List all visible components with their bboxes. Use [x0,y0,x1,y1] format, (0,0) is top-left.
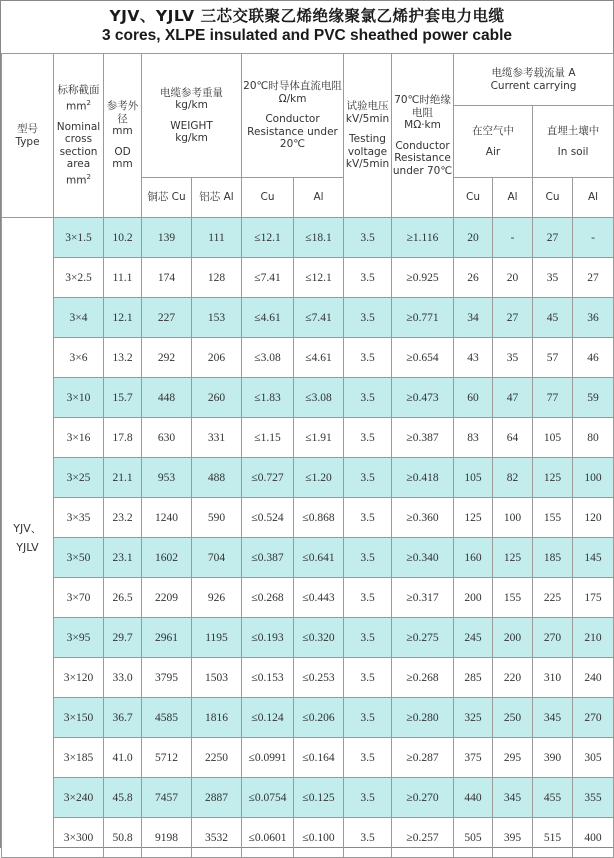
header-soil-zh: 直埋土壤中 [546,125,600,137]
cell-soil-cu: 225 [533,578,573,618]
cell-air-al: 100 [493,498,533,538]
cell-section: 3×6 [54,338,104,378]
cell-od: 15.7 [104,378,142,418]
cell-test-voltage: 3.5 [344,698,392,738]
header-res-en: Conductor Resistance under 20℃ [247,113,338,151]
header-air-al [493,178,533,218]
cell-air-al: 27 [493,298,533,338]
cell-section: 3×1.5 [54,218,104,258]
cell-test-voltage: 3.5 [344,258,392,298]
cell-test-voltage: 3.5 [344,578,392,618]
cell-soil-al: 400 [573,818,614,858]
table-row [2,418,614,458]
cell-soil-cu: 105 [533,418,573,458]
table-row [2,458,614,498]
cell-weight-al: 331 [192,418,242,458]
cell-insulation: ≥0.925 [392,258,454,298]
cell-res-al: ≤0.253 [294,658,344,698]
header-weight-en: WEIGHT [170,119,213,132]
cell-soil-al: 145 [573,538,614,578]
cell-od: 13.2 [104,338,142,378]
header-ins-en: Conductor Resistance under 70℃ [392,139,453,177]
cable-spec-table [1,53,614,858]
cell-res-al: ≤0.641 [294,538,344,578]
header-od-en-unit: mm [112,158,133,171]
cell-insulation: ≥1.116 [392,218,454,258]
cell-weight-al: 1503 [192,658,242,698]
cell-insulation: ≥0.270 [392,778,454,818]
cell-section: 3×150 [54,698,104,738]
cell-section: 3×25 [54,458,104,498]
cell-air-cu: 125 [454,498,493,538]
cell-res-al: ≤0.868 [294,498,344,538]
cell-od: 23.1 [104,538,142,578]
title-zh: YJV、YJLV 三芯交联聚乙烯绝缘聚氯乙烯护套电力电缆 [109,7,505,25]
table-row [2,738,614,778]
cell-weight-al: 488 [192,458,242,498]
cell-od: 10.2 [104,218,142,258]
cell-res-cu: ≤0.524 [242,498,294,538]
cell-soil-al: 27 [573,258,614,298]
cell-weight-cu: 5712 [142,738,192,778]
cell-soil-cu: 185 [533,538,573,578]
cell-section: 3×2.5 [54,258,104,298]
table-row [2,578,614,618]
cell-air-cu: 245 [454,618,493,658]
header-section-unit: mm [66,100,87,113]
cell-air-al: 64 [493,418,533,458]
cell-air-al: 35 [493,338,533,378]
cell-od: 21.1 [104,458,142,498]
cell-od: 23.2 [104,498,142,538]
cell-res-cu: ≤4.61 [242,298,294,338]
header-weight-al [192,178,242,218]
cell-weight-al: 3532 [192,818,242,858]
cell-res-cu: ≤0.124 [242,698,294,738]
cell-soil-al: 80 [573,418,614,458]
table-body [2,218,614,858]
cell-weight-cu: 292 [142,338,192,378]
header-type-zh: 型号 [17,123,38,135]
cell-test-voltage: 3.5 [344,658,392,698]
cell-soil-al: 120 [573,498,614,538]
cell-weight-al: 704 [192,538,242,578]
cell-insulation: ≥0.654 [392,338,454,378]
cell-soil-al: - [573,218,614,258]
header-section-en-unit: mm [66,174,87,187]
title-block [1,1,613,46]
cell-res-al: ≤0.320 [294,618,344,658]
cell-test-voltage: 3.5 [344,618,392,658]
cell-air-cu: 285 [454,658,493,698]
cell-soil-cu: 155 [533,498,573,538]
cell-weight-cu: 953 [142,458,192,498]
cell-test-voltage: 3.5 [344,218,392,258]
cell-weight-cu: 4585 [142,698,192,738]
title-en: 3 cores, XLPE insulated and PVC sheathed power cable [101,27,513,44]
cell-res-al: ≤3.08 [294,378,344,418]
cell-air-cu: 375 [454,738,493,778]
cell-weight-al: 1816 [192,698,242,738]
cell-air-al: 82 [493,458,533,498]
cell-test-voltage: 3.5 [344,458,392,498]
cell-soil-al: 36 [573,298,614,338]
cell-insulation: ≥0.387 [392,418,454,458]
cell-test-voltage: 3.5 [344,418,392,458]
cell-weight-cu: 1602 [142,538,192,578]
cell-air-al: 125 [493,538,533,578]
cell-soil-cu: 455 [533,778,573,818]
table-row [2,298,614,338]
cell-insulation: ≥0.257 [392,818,454,858]
cell-insulation: ≥0.340 [392,538,454,578]
header-res-zh: 20℃时导体直流电阻Ω/km [243,80,342,105]
cell-res-cu: ≤7.41 [242,258,294,298]
cell-od: 50.8 [104,818,142,858]
cell-weight-cu: 1240 [142,498,192,538]
cell-air-al: 250 [493,698,533,738]
header-soil-al [573,178,614,218]
cell-soil-cu: 45 [533,298,573,338]
header-current [454,54,614,106]
cell-section: 3×10 [54,378,104,418]
header-res-al [294,178,344,218]
header-air-al-label: Al [507,191,518,204]
table-row [2,618,614,658]
cell-od: 12.1 [104,298,142,338]
cell-air-al: 220 [493,658,533,698]
cell-insulation: ≥0.360 [392,498,454,538]
header-res-cu [242,178,294,218]
cell-res-al: ≤12.1 [294,258,344,298]
table-row [2,338,614,378]
header-resistance [242,54,344,178]
cell-soil-cu: 27 [533,218,573,258]
cell-soil-al: 59 [573,378,614,418]
cell-air-cu: 20 [454,218,493,258]
cell-weight-al: 153 [192,298,242,338]
type-label-line1: YJV、 [13,521,42,535]
cell-res-cu: ≤0.387 [242,538,294,578]
cell-air-al: 395 [493,818,533,858]
cell-soil-cu: 57 [533,338,573,378]
cell-od: 33.0 [104,658,142,698]
header-air-cu-label: Cu [466,191,481,204]
cell-weight-cu: 448 [142,378,192,418]
table-row [2,218,614,258]
cell-insulation: ≥0.473 [392,378,454,418]
header-ins-zh: 70℃时绝缘电阻 MΩ·km [394,94,451,131]
cell-weight-al: 590 [192,498,242,538]
cell-weight-cu: 3795 [142,658,192,698]
cell-soil-al: 355 [573,778,614,818]
cell-air-al: 47 [493,378,533,418]
cell-weight-cu: 227 [142,298,192,338]
header-test-en: Testing voltage kV/5min [345,133,390,171]
header-section: 标称截面 $mm^2$ Nominal cross section area $mm^2$ [54,54,104,218]
cell-weight-al: 2250 [192,738,242,778]
table-row [2,658,614,698]
cell-res-al: ≤0.206 [294,698,344,738]
header-od [104,54,142,218]
cell-test-voltage: 3.5 [344,538,392,578]
cell-soil-cu: 515 [533,818,573,858]
cell-section: 3×95 [54,618,104,658]
cell-res-cu: ≤1.15 [242,418,294,458]
cell-soil-cu: 125 [533,458,573,498]
header-soil-al-label: Al [587,191,599,204]
cell-res-cu: ≤0.0991 [242,738,294,778]
cell-test-voltage: 3.5 [344,338,392,378]
cell-weight-al: 128 [192,258,242,298]
cell-air-al: 20 [493,258,533,298]
cell-res-al: ≤0.100 [294,818,344,858]
cell-weight-cu: 2961 [142,618,192,658]
type-label-line2: YJLV [16,540,39,554]
cell-res-al: ≤0.164 [294,738,344,778]
cell-res-cu: ≤3.08 [242,338,294,378]
cell-od: 41.0 [104,738,142,778]
header-weight-cu [142,178,192,218]
cell-soil-cu: 35 [533,258,573,298]
header-res-cu-label: Cu [260,191,275,204]
cell-weight-al: 926 [192,578,242,618]
cell-res-al: ≤1.91 [294,418,344,458]
cell-air-al: 155 [493,578,533,618]
cell-res-al: ≤1.20 [294,458,344,498]
table-row [2,498,614,538]
table-row [2,698,614,738]
cell-res-cu: ≤0.0601 [242,818,294,858]
cell-res-cu: ≤0.153 [242,658,294,698]
header-soil-cu-label: Cu [545,191,560,204]
cell-soil-al: 240 [573,658,614,698]
cell-test-voltage: 3.5 [344,498,392,538]
header-res-al-label: Al [313,191,324,204]
cell-air-cu: 160 [454,538,493,578]
cell-weight-cu: 630 [142,418,192,458]
cell-weight-cu: 174 [142,258,192,298]
header-weight-zh: 电缆参考重量 [160,86,223,99]
cell-air-al: 345 [493,778,533,818]
header-soil [533,106,614,178]
header-air-cu [454,178,493,218]
cell-insulation: ≥0.275 [392,618,454,658]
cell-insulation: ≥0.287 [392,738,454,778]
header-soil-cu [533,178,573,218]
cell-res-cu: ≤0.0754 [242,778,294,818]
header-air-zh: 在空气中 [472,125,515,137]
cell-soil-cu: 390 [533,738,573,778]
cell-weight-al: 260 [192,378,242,418]
cell-od: 29.7 [104,618,142,658]
header-test-zh: 试验电压 kV/5min [345,100,390,125]
cell-res-cu: ≤0.193 [242,618,294,658]
cell-res-al: ≤18.1 [294,218,344,258]
cell-section: 3×16 [54,418,104,458]
cell-soil-al: 210 [573,618,614,658]
cell-soil-al: 305 [573,738,614,778]
cell-air-cu: 34 [454,298,493,338]
cell-res-cu: ≤12.1 [242,218,294,258]
cell-test-voltage: 3.5 [344,378,392,418]
header-type [2,54,54,218]
cell-weight-cu: 9198 [142,818,192,858]
cell-od: 45.8 [104,778,142,818]
cell-air-cu: 105 [454,458,493,498]
cell-insulation: ≥0.317 [392,578,454,618]
cell-section: 3×300 [54,818,104,858]
cell-weight-al: 1195 [192,618,242,658]
cell-soil-cu: 270 [533,618,573,658]
cell-insulation: ≥0.771 [392,298,454,338]
cell-res-cu: ≤0.727 [242,458,294,498]
cell-res-al: ≤4.61 [294,338,344,378]
header-section-en: Nominal cross section area [56,120,101,171]
cell-air-cu: 200 [454,578,493,618]
cell-air-cu: 505 [454,818,493,858]
cell-weight-al: 2887 [192,778,242,818]
header-weight-en-unit: kg/km [175,132,208,144]
cell-test-voltage: 3.5 [344,738,392,778]
header-air-en: Air [485,145,501,158]
cell-soil-al: 270 [573,698,614,738]
header-weight-cu-label: 铜芯 Cu [147,191,186,204]
cell-od: 11.1 [104,258,142,298]
cell-soil-al: 175 [573,578,614,618]
table-row [2,538,614,578]
cell-air-cu: 43 [454,338,493,378]
cell-air-cu: 440 [454,778,493,818]
table-row [2,778,614,818]
cell-res-al: ≤0.443 [294,578,344,618]
header-section-zh: 标称截面 [57,84,100,97]
cell-weight-cu: 2209 [142,578,192,618]
header-soil-en: In soil [557,145,589,158]
cell-air-cu: 83 [454,418,493,458]
cell-weight-cu: 139 [142,218,192,258]
table-row [2,378,614,418]
type-cell [2,218,54,858]
header-weight-unit: kg/km [175,99,208,111]
cell-soil-al: 46 [573,338,614,378]
cell-insulation: ≥0.268 [392,658,454,698]
header-weight-al-label: 铝芯 Al [199,191,234,204]
cell-air-al: - [493,218,533,258]
header-air [454,106,533,178]
cell-test-voltage: 3.5 [344,778,392,818]
header-od-zh: 参考外径 [106,100,139,125]
cell-soil-cu: 77 [533,378,573,418]
cell-soil-cu: 310 [533,658,573,698]
cell-section: 3×70 [54,578,104,618]
header-od-en: OD [114,145,131,158]
cell-insulation: ≥0.280 [392,698,454,738]
cell-section: 3×120 [54,658,104,698]
cell-section: 3×185 [54,738,104,778]
table-row [2,818,614,858]
table-row [2,258,614,298]
header-weight [142,54,242,178]
cell-res-cu: ≤0.268 [242,578,294,618]
cell-res-cu: ≤1.83 [242,378,294,418]
cell-res-al: ≤7.41 [294,298,344,338]
cell-od: 26.5 [104,578,142,618]
cell-soil-al: 100 [573,458,614,498]
cell-soil-cu: 345 [533,698,573,738]
cell-section: 3×240 [54,778,104,818]
cell-section: 3×4 [54,298,104,338]
cell-section: 3×50 [54,538,104,578]
cell-weight-al: 111 [192,218,242,258]
cell-test-voltage: 3.5 [344,298,392,338]
cell-air-al: 200 [493,618,533,658]
cell-weight-al: 206 [192,338,242,378]
cell-od: 17.8 [104,418,142,458]
header-test [344,54,392,218]
header-type-en: Type [15,135,40,148]
cell-section: 3×35 [54,498,104,538]
cell-air-cu: 26 [454,258,493,298]
cell-test-voltage: 3.5 [344,818,392,858]
cell-od: 36.7 [104,698,142,738]
header-cc-zh: 电缆参考载流量 A [491,67,576,79]
cell-res-al: ≤0.125 [294,778,344,818]
cell-air-cu: 325 [454,698,493,738]
header-cc-en: Current carrying [490,79,577,92]
cell-air-al: 295 [493,738,533,778]
cell-air-cu: 60 [454,378,493,418]
header-od-unit: mm [112,125,133,138]
header-insulation [392,54,454,218]
cell-weight-cu: 7457 [142,778,192,818]
cell-insulation: ≥0.418 [392,458,454,498]
